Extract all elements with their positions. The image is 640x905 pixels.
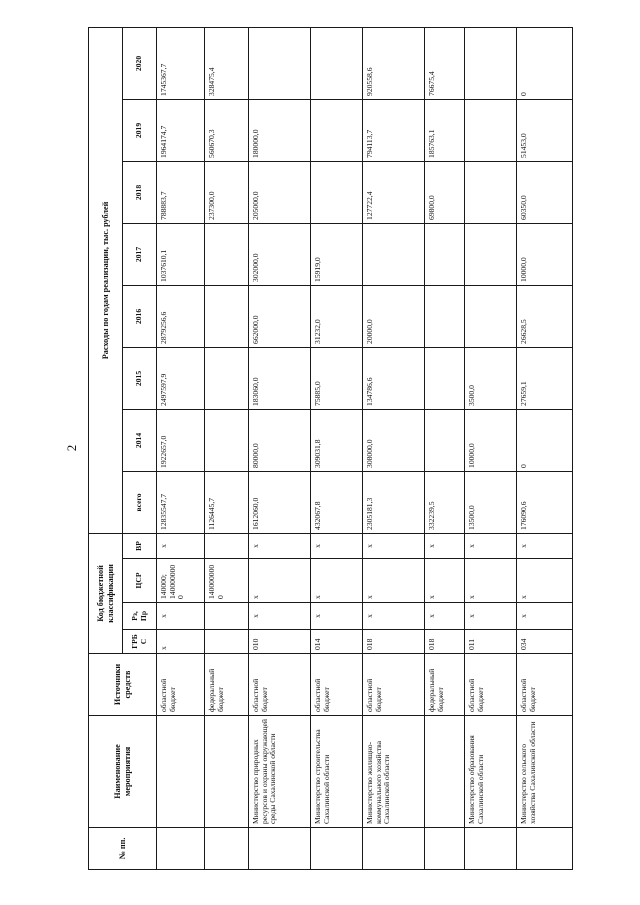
header-year-2020: 2020 [123,27,157,99]
cell-num [157,828,205,870]
cell-grbs: 011 [465,630,517,654]
cell-csr: х [465,559,517,603]
header-total: всего [123,471,157,533]
header-vr: ВР [123,533,157,558]
cell-year-value [425,285,465,347]
cell-csr: 1400000000 [205,559,249,603]
header-row-1 [89,27,123,869]
table-row [205,27,249,869]
header-num: № пп. [89,828,157,870]
cell-rzpr: х [249,603,311,630]
cell-source: федеральный бюджет [425,654,465,716]
cell-year-value [363,223,425,285]
table-row [311,27,363,869]
cell-year-value [205,409,249,471]
cell-year-value: 205000,0 [249,161,311,223]
header-year-2015: 2015 [123,347,157,409]
cell-source: областной бюджет [157,654,205,716]
header-grbs: ГРБ С [123,630,157,654]
header-expenses-group: Расходы по годам реализации, тыс. рублей [89,27,123,533]
table-header [89,27,157,869]
cell-num [465,828,517,870]
cell-total: 2305181,3 [363,471,425,533]
cell-year-value [465,223,517,285]
cell-grbs: 034 [517,630,573,654]
cell-num [363,828,425,870]
cell-year-value: 1964174,7 [157,99,205,161]
cell-year-value: 328475,4 [205,27,249,99]
cell-rzpr: х [157,603,205,630]
cell-rzpr: х [517,603,573,630]
cell-name: Министерство образования Сахалинской области [465,716,517,828]
cell-year-value: 788883,7 [157,161,205,223]
cell-year-value: 560670,3 [205,99,249,161]
cell-total: 12835547,7 [157,471,205,533]
cell-year-value: 1922657,0 [157,409,205,471]
cell-year-value: 309031,8 [311,409,363,471]
cell-grbs: 010 [249,630,311,654]
cell-year-value [465,161,517,223]
cell-name: Министерство строительства Сахалинской области [311,716,363,828]
cell-year-value [205,285,249,347]
cell-year-value [249,27,311,99]
page-number: 2 [64,444,79,452]
cell-rzpr: х [465,603,517,630]
header-csr: ЦСР [123,559,157,603]
cell-year-value: 185763,1 [425,99,465,161]
header-code-group: Код бюджетной классификации [89,533,123,653]
cell-total: 432067,8 [311,471,363,533]
cell-year-value: 10000,0 [517,223,573,285]
cell-year-value: 2497597,9 [157,347,205,409]
cell-year-value: 794113,7 [363,99,425,161]
cell-vr: х [363,533,425,558]
cell-year-value [311,27,363,99]
cell-total: 176090,6 [517,471,573,533]
cell-year-value: 31232,0 [311,285,363,347]
cell-grbs: 018 [363,630,425,654]
cell-num [205,828,249,870]
cell-year-value [425,223,465,285]
cell-num [249,828,311,870]
cell-year-value: 20000,0 [363,285,425,347]
cell-year-value [311,161,363,223]
rotated-table-wrapper [88,28,556,870]
cell-year-value [205,347,249,409]
cell-year-value: 308000,0 [363,409,425,471]
cell-vr: х [249,533,311,558]
cell-year-value: 26628,5 [517,285,573,347]
cell-vr: х [157,533,205,558]
cell-source: областной бюджет [465,654,517,716]
cell-rzpr: х [425,603,465,630]
header-source: Источники средств [89,654,157,716]
cell-csr: х [425,559,465,603]
header-year-2014: 2014 [123,409,157,471]
cell-num [425,828,465,870]
header-year-2018: 2018 [123,161,157,223]
cell-year-value: 127722,4 [363,161,425,223]
cell-name: Министерство жилищно-коммунального хозяйства Сахалинской области [363,716,425,828]
cell-year-value: 183060,0 [249,347,311,409]
cell-total: 1612060,0 [249,471,311,533]
cell-name [205,716,249,828]
cell-vr: х [517,533,573,558]
cell-csr: х [363,559,425,603]
cell-year-value: 76675,4 [425,27,465,99]
cell-vr [205,533,249,558]
cell-vr: х [311,533,363,558]
table-row [425,27,465,869]
cell-year-value: 15919,0 [311,223,363,285]
cell-source: областной бюджет [249,654,311,716]
cell-total: 13500,0 [465,471,517,533]
cell-year-value: 180000,0 [249,99,311,161]
cell-rzpr: х [311,603,363,630]
cell-year-value [465,99,517,161]
cell-year-value: 1745367,7 [157,27,205,99]
cell-grbs [205,630,249,654]
cell-total: 1126445,7 [205,471,249,533]
table-body [157,27,573,869]
cell-year-value [465,285,517,347]
cell-name [425,716,465,828]
cell-vr: х [465,533,517,558]
cell-csr: х [249,559,311,603]
header-year-2016: 2016 [123,285,157,347]
cell-year-value: 10000,0 [465,409,517,471]
cell-year-value: 51453,0 [517,99,573,161]
cell-total: 332239,5 [425,471,465,533]
cell-source: областной бюджет [311,654,363,716]
cell-year-value: 0 [517,27,573,99]
cell-year-value: 302000,0 [249,223,311,285]
table-row [249,27,311,869]
cell-csr: х [311,559,363,603]
cell-num [517,828,573,870]
cell-year-value: 134786,6 [363,347,425,409]
cell-rzpr [205,603,249,630]
cell-grbs: 018 [425,630,465,654]
table-row [517,27,573,869]
cell-year-value: 75885,0 [311,347,363,409]
cell-vr: х [425,533,465,558]
cell-year-value: 80000,0 [249,409,311,471]
header-year-2017: 2017 [123,223,157,285]
cell-year-value: 27659,1 [517,347,573,409]
cell-source: областной бюджет [517,654,573,716]
cell-year-value [425,347,465,409]
cell-source: федеральный бюджет [205,654,249,716]
cell-year-value [425,409,465,471]
cell-year-value [465,27,517,99]
cell-source: областной бюджет [363,654,425,716]
table-row [157,27,205,869]
budget-table [88,27,573,870]
cell-csr: х [517,559,573,603]
cell-year-value [311,99,363,161]
cell-year-value: 237300,0 [205,161,249,223]
cell-year-value [205,223,249,285]
cell-csr: 140000; 1400000000 [157,559,205,603]
cell-year-value: 920558,6 [363,27,425,99]
cell-year-value: 662000,0 [249,285,311,347]
cell-num [311,828,363,870]
cell-year-value: 1037610,1 [157,223,205,285]
cell-grbs: х [157,630,205,654]
cell-name: Министерство природных ресурсов и охраны окружающей среды Сахалинской области [249,716,311,828]
cell-rzpr: х [363,603,425,630]
cell-year-value: 0 [517,409,573,471]
cell-year-value: 69800,0 [425,161,465,223]
cell-grbs: 014 [311,630,363,654]
header-year-2019: 2019 [123,99,157,161]
cell-year-value: 3500,0 [465,347,517,409]
cell-year-value: 2879256,6 [157,285,205,347]
cell-year-value: 60350,0 [517,161,573,223]
cell-name: Министерство сельского хозяйства Сахалинской области [517,716,573,828]
header-name: Наименование мероприятия [89,716,157,828]
header-rzpr: Рз, Пр [123,603,157,630]
cell-name [157,716,205,828]
table-row [363,27,425,869]
table-row [465,27,517,869]
